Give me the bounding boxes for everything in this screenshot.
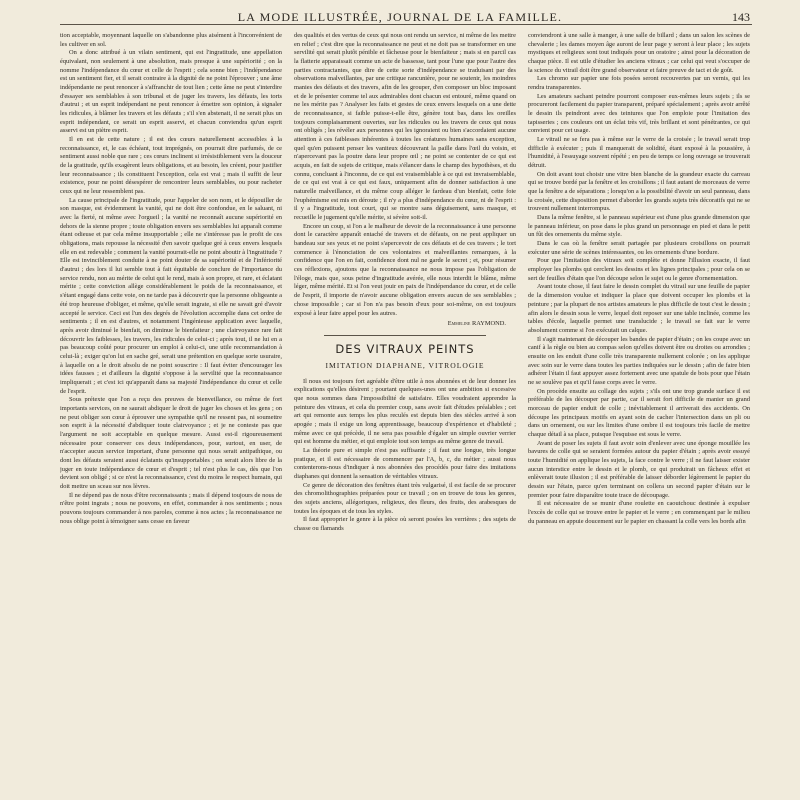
article-title: DES VITRAUX PEINTS [335, 341, 475, 356]
paragraph: Il faut approprier le genre à la pièce où seront posées les verrières ; des sujets de chasse ou flamands [294, 516, 516, 533]
paragraph: conviendront à une salle à manger, à une salle de billard ; dans un salon les scènes de chevalerie ; les dames moyen âge auront de leur page y seront à leur place ; les sujets mystiques et religieux sont tout indiqués pour un oratoire ; ainsi pour la décoration de chaque pièce. Il est utile d'étudier les anciens vitraux ; car celui qui veut s'occuper de la science du vitrail doit être grand observateur et faire preuve de tact et de goût. [528, 32, 750, 74]
text-columns [60, 32, 750, 796]
running-title: LA MODE ILLUSTRÉE, JOURNAL DE LA FAMILLE. [237, 10, 563, 24]
paragraph: Dans le cas où la fenêtre serait partagée par plusieurs croisillons on pourrait exécuter une série de scènes intéressantes, ou les ornements d'une bordure. [528, 240, 750, 256]
paragraph: Avant de poser les sujets il faut avoir soin d'enlever avec une éponge mouillée les bavures de colle qui se seraient formées autour du papier d'étain ; après avoir essuyé toute l'humidité on applique les sujets, la face contre le verre ; il ne faut laisser exister aucun interstice entre le dessin et le plomb, ce qui produirait un fâcheux effet et enlèverait toute illusion ; il est préférable de laisser déborder légèrement le papier du dessin sur l'étain, parce qu'en terminant on collera un second papier d'étain sur le premier pour faire disparaître toute trace de découpage. [528, 439, 750, 499]
paragraph: Il s'agit maintenant de découper les bandes de papier d'étain ; on les coupe avec un canif à la règle ou bien au compas selon qu'elles doivent être ou droites ou arrondies ; ensuite on les enduit d'une colle très transparente nullement colorée ; on les applique avec soin sur le verre dans toutes les parties indiquées sur le dessin ; afin de faire bien adhérer l'étain il faut appuyer assez fortement avec une spatule de bois pour que l'étain ne se soulève pas et qu'il fasse corps avec le verre. [528, 335, 750, 386]
paragraph: Il en est de cette nature ; il est des cœurs naturellement accessibles à la reconnaissance, et, le cas échéant, tout imprégnés, on pourrait dire parfumés, de ce sentiment aussi noble que rare ; ces cœurs inclinent si irrésistiblement vers la douceur de la gratitude, qu'ils exagèrent leurs obligations, et au besoin, les créent, pour justifier leur reconnaissance ; ils constituent l'exception, cela est vrai ; mais il suffit de leur existence, pour ne point désespérer de rencontrer leurs semblables, ou pour racheter ceux qui ne leur ressemblent pas. [60, 136, 282, 196]
paragraph: On procède ensuite au collage des sujets ; s'ils ont une trop grande surface il est préférable de les découper par partie, car il serait fort difficile de manier un grand morceau de papier enduit de colle ; inévitablement il arriverait des accidents. On découpe les principaux motifs en ayant soin de cacher l'intersection dans un pli ou dans un ornement, ou sur les limites d'une ombre il est toujours très facile de mettre chaque détail à sa place, puisque l'esquisse est sous le verre. [528, 387, 750, 438]
paragraph: Il est nécessaire de se munir d'une roulette en caoutchouc destinée à expulser l'excès de colle qui se trouve entre le papier et le verre ; en commençant par le milieu du panneau en appuie doucement sur le papier en chassant la colle vers les bords afin [528, 500, 750, 525]
paragraph: des qualités et des vertus de ceux qui nous ont rendu un service, ni même de les mettre en relief ; c'est dire que la reconnaissance ne peut et ne doit pas se transformer en une servilité qui serait plutôt pénible et fâcheuse pour le bienfaiteur ; mais si en parcil cas la flatterie apparaissait comme un acte de bassesse, tant pour l'une que pour l'autre des parties contractantes, que dire de cette sorte d'indépendance se traduisant par des observations malveillantes, par une critique rancunière, pour ne soutenir, les moindres manies des défauts et des travers, afin de les grouper, d'en composer un bloc imposant et de le présenter comme tel aux admirables dont chacun est entouré, même quand on ne les mérite pas ? Analyser les faits et gestes de ceux envers lesquels on a une dette de reconnaissance, si faible puisse-t-elle être, génère tout bas, dans les oreilles toujours complaisamment ouvertes, sur les ridicules ou les travers de ceux qui nous ont obligés ; les révéler aux personnes qui les ignoraient ou bien s'accordaient aucune attention à ces faiblesses inhérentes à toutes les créatures humaines sans exception, quel qu'en puissent penser les vaniteux découvrant la paille dans l'œil du voisin, et n'apercevant pas la poutre dans leur propre œil ; ne point se contenter de ce qui est acquis, en fait de sujets de critique, mais s'élancer dans le champ des hypothèses, et du connu, concluant à l'inconnu, de ce qui est vraisemblable à ce qui est invraisemblable, de ce qui est vrai à ce qui est faux, uniquement afin de donner satisfaction à une naturelle malveillance, et du même coup alléger le fardeau d'un bienfait, cette foie l'euphémisme est mis en déroute ; il n'y a plus d'indépendance du cœur, ni de l'esprit : il y a l'ingratitude, tout court, qui se montre sans déguisement, sans masque, et recueille le jugement qu'elle mérite, si sévère soit-il. [294, 32, 516, 222]
paragraph: Pour que l'imitation des vitraux soit complète et donne l'illusion exacte, il faut employer les plombs qui cerclent les dessins et les lignes principales ; pour cela on se sert de feuilles d'étain que l'on découpe selon le sujet ou le genre d'ornementation. [528, 257, 750, 282]
paragraph: Il ne dépend pas de nous d'être reconnaissants ; mais il dépend toujours de nous de n'être point ingrats ; nous ne pouvons, en effet, commander à nos sentiments ; nous pouvons toujours commander à nos paroles, comme à nos actes ; la reconnaissance ne nous oblige point à témoigner sans cesse en faveur [60, 491, 282, 525]
paragraph: Sous prétexte que l'on a reçu des preuves de bienveillance, ou même de fort importants services, on ne saurait abdiquer le droit de juger les choses et les gens ; on ne peut obliger son cœur à éprouver une sympathie qu'il ne ressent pas, ni soumettre son esprit à la nécessité d'abdiquer toute clairvoyance ; et je ne conteste pas que l'argument ne soit acceptable en quelque mesure. Aussi est-il rigoureusement nécessaire pour conserver ces deux indépendances, pour, surtout, en user, de n'accepter aucun service important, d'une personne qui nous serait antipathique, ou dont les défauts seraient aussi éclatants qu'insupportables ; on serait alors libre de la juger en toute indépendance de cœur et d'esprit ; tel n'est plus le cas, dès que l'on devient son obligé ; si ce n'est la reconnaissance, c'est du moins le respect humain, qui doit mettre un sceau sur nos lèvres. [60, 396, 282, 490]
paragraph: Le vitrail ne se fera pas à même sur le verre de la croisée ; le travail serait trop difficile à exécuter ; puis il manquerait de solidité, étant exposé à la poussière, à l'humidité, à l'essuyage souvent répété ; en peu de temps ce long ouvrage se trouverait détruit. [528, 136, 750, 170]
paragraph: tion acceptable, moyennant laquelle on s'abandonne plus aisément à l'inconvénient de les cultiver en sol. [60, 32, 282, 48]
paragraph: Ce genre de décoration des fenêtres étant très vulgarisé, il est facile de se procurer des chromolithographies préparées pour ce travail ; on en trouve de tous les genres, des sujets anciens, allégoriques, religieux, des fleurs, des fruits, des arabesques de toutes les époques et de tous les styles. [294, 481, 516, 515]
paragraph: Les amateurs sachant peindre pourront composer eux-mêmes leurs sujets ; ils se procureront facilement du papier transparent, préparé spécialement ; après avoir arrêté le dessin ils peindront avec des teintures que l'on emploie pour l'imitation des tapisseries ; ces couleurs ont un éclat très vif, très brillant et sont pénétrantes, ce qui convient pour cet usage. [528, 92, 750, 135]
column-right [528, 32, 750, 796]
column-left [60, 32, 282, 796]
paragraph: La cause principale de l'ingratitude, pour l'appeler de son nom, et le dépouiller de son masque, est évidemment la vanité, qui ne doit être confondue, en le saluant, ni avec la fierté, ni même avec l'orgueil ; la vanité ne reconnaît aucune supériorité en dehors de la sienne propre ; toute obligation envers ses semblables lui apparaît comme étant odieuse et par cela même insupportable ; elle ne s'intéresse pas le profit de ces obligations, mais repousse la nécessité d'en savoir quelque gré à ceux envers lesquels elle en est redevable ; comment la vanité pourrait-elle ne point aboutir à l'ingratitude ? Elle est invinciblement conduite à ne point douter de sa supériorité et de l'infériorité d'autrui ; des lors il lui semble tout à fait équitable de conclure de l'importance du service rendu, non au mérite de celui qui le rend, mais à son propre, et rare, et éclatant mérite ; cette conviction allège considérablement le poids de la reconnaissance, et s'étant engagé dans cette voie, on ne tarde pas à découvrir que la personne obligeante a été trop heureuse d'obliger, et même, qu'elle serait ingrate, si elle ne savait gré d'avoir accepté le service. Ceci est l'un des degrés de l'évolution accomplie dans cet ordre de sentiments ; il en est d'autres, et notamment l'ingénieuse application avec laquelle, après avoir diminué le bienfait, on diminue le bienfaiteur ; une clairvoyance rare fait découvrir les faiblesses, les travers, les ridicules de celui-ci ; après tout, il ne lui en a pas beaucoup coûté pour procurer un emploi à celui-ci, une utile recommandation à celui-là ; exiger qu'on lui en sache gré, serait une prétention en quelque sorte usuraire, à laquelle on a le droit absolu de ne point souscrire : Il faut éviter d'encourager les idées fausses ; et d'ailleurs la dignité s'oppose à la servilité que la reconnaissance impliquerait ; et c'est ici qu'apparaît dans sa majesté l'indépendance du cœur et celle de l'esprit. [60, 196, 282, 395]
paragraph: Les chromo sur papier une fois posées seront recouvertes par un vernis, qui les rendra transparentes. [528, 75, 750, 92]
author-signature: Emmeline RAYMOND. [447, 320, 506, 328]
running-head [0, 6, 800, 26]
paragraph: Avant toute chose, il faut faire le dessin complet du vitrail sur une feuille de papier de la dimension voulue et indiquer la place que doivent occuper les plombs et la peinture ; par la plupart de nos artistes amateurs le plus difficile de tout c'est le dessin ; afin alors le dessin sous le verre, lequel doit reposer sur une table inclinée, comme les tables d'école, laquelle permet une translucide ; le travail se fait sur le verre absolument comme si l'on exécutait un calque. [528, 283, 750, 334]
paragraph: Dans la même fenêtre, si le panneau supérieur est d'une plus grande dimension que le panneau inférieur, on pose dans le plus grand un personnage en pied et dans le petit un fût des ornements du même style. [528, 214, 750, 239]
page-number: 143 [732, 10, 750, 24]
paragraph: Encore un coup, si l'on a le malheur de devoir de la reconnaissance à une personne dont le caractère apparaît entaché de travers et de défauts, on ne peut appliquer un bandeau sur ses yeux et ne point s'apercevoir de ces défauts et de ces travers ; le tort commence à l'énonciation de ces volontaires et malveillantes remarques, à la confidence que l'on en fait, confidence dont nul ne garde le secret ; et, pour résumer ces réflexions, ajoutons que la reconnaissance ne nous impose pas l'obligation de l'éloge, mais que, sous peine d'ingratitude avérée, elle nous interdit le blâme, même léger, même mérité. Et si l'on veut jouir en paix de l'indépendance du cœur, et de celle de l'esprit, il importe de n'avoir aucune obligation envers aucun de ses semblables ; chose impossible ; car si l'on n'a pas besoin d'eux pour soi-même, on est toujours exposé à leur faire appel pour les autres. [294, 222, 516, 317]
section-divider [324, 335, 486, 336]
paragraph: On doit avant tout choisir une vitre bien blanche de la grandeur exacte du carreau qui se trouve bordé par la fenêtre et les croisillons ; il faut autant de morceaux de verre que la fenêtre a de séparations ; lorsqu'on a la possibilité d'avoir un seul panneau, dans la croisée, cette disposition permet d'aborder les grands sujets très décoratifs qui ne se trouvent nullement interrompus. [528, 170, 750, 213]
column-middle [294, 32, 516, 796]
article-subtitle: IMITATION DIAPHANE, VITROLOGIE [325, 361, 485, 371]
paragraph: La théorie pure et simple n'est pas suffisante ; il faut une longue, très longue pratique, et il est nécessaire de commencer par l'A, b, c, du métier ; aussi nous contenterons-nous d'indiquer à nos abonnées des procédés pour faire des imitations diaphanes qui donnent la sensation de véritables vitraux. [294, 447, 516, 481]
header-rule [60, 24, 752, 25]
paragraph: Il nous est toujours fort agréable d'être utile à nos abonnées et de leur donner les explications qu'elles désirent ; pourtant quelques-unes ont une ambition si excessive que nous sommes dans l'impossibilité de satisfaire. Elles voudraient apprendre la peinture des vitraux, et cela du premier coup, sans avoir fait d'études préalables ; cet art qui remonte aux temps les plus reculés est depuis bien des siècles arrivé à son apogée ; mais il exige un long apprentissage, beaucoup d'expérience et d'habileté ; même avec ce qui précède, il ne sera pas possible d'égaler un simple ouvrier verrier qui est homme du métier, et qui emploie tout son temps au même genre de travail. [294, 377, 516, 446]
paragraph: On a donc attribué à un vilain sentiment, qui est l'ingratitude, une appellation équivalant, non seulement à une absolution, mais presque à une supériorité ; on la nomme l'indépendance du cœur et celle de l'esprit ; cela sonne bien ; l'indépendance est un sentiment fier, et il serait contraire à la dignité de ne point l'éprouver ; une âme indépendante ne peut renoncer à s'affranchir de tout lien ; cette âme ne peut s'interdire d'essayer ses semblables à son tribunal et de juger les travers, les défauts, les torts d'autrui ; et un esprit indépendant ne peut renoncer à émettre son opinion, à signaler les ridicules, à blâmer les travers et les défauts ; s'il s'en abstenait, il ne serait plus un esprit indépendant, ce serait un esprit asservi, et chacun conviendra qu'un esprit asservi est un piètre esprit. [60, 49, 282, 135]
